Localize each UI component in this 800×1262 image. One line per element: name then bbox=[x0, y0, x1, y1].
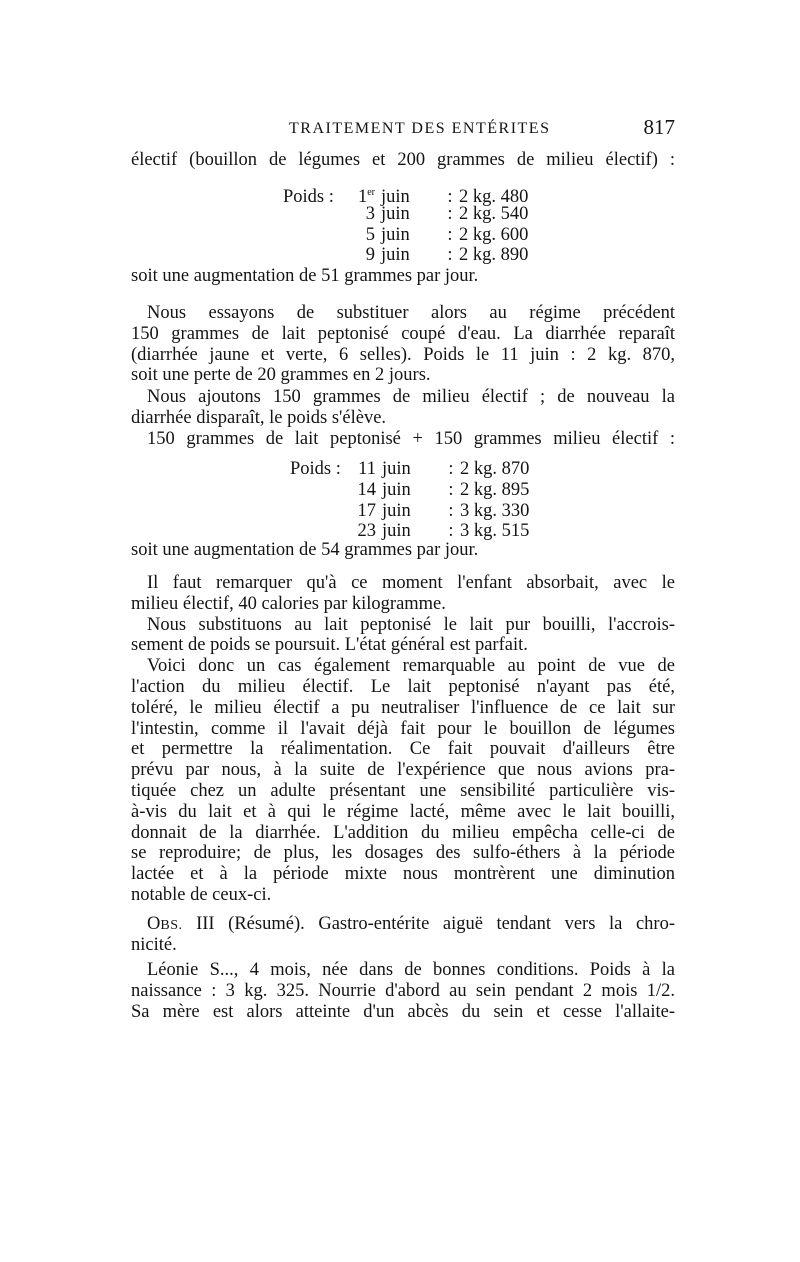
separator-cell: : bbox=[448, 521, 454, 542]
text-line: Léonie S..., 4 mois, née dans de bonnes conditions. Poids à la bbox=[147, 960, 675, 980]
text-line: nicité. bbox=[131, 934, 177, 955]
weight-cell: 2 kg. 480 bbox=[459, 187, 529, 208]
weight-cell: 2 kg. 600 bbox=[459, 224, 529, 245]
paragraph-continuation bbox=[131, 150, 675, 171]
text-line: électif (bouillon de légumes et 200 grammes de milieu électif) : bbox=[131, 150, 675, 170]
month-cell: juin bbox=[381, 245, 410, 266]
day-cell: 5 bbox=[365, 224, 375, 245]
weight-cell: 2 kg. 540 bbox=[459, 203, 529, 224]
weight-cell: 3 kg. 515 bbox=[460, 521, 530, 542]
text-line: Voici donc un cas également remarquable au point de vue de bbox=[147, 656, 675, 677]
poids-label: Poids : bbox=[283, 187, 334, 208]
month-cell: juin bbox=[382, 459, 411, 479]
text-line: l'intestin, comme il l'avait déjà fait pour le bouillon de légumes bbox=[131, 718, 675, 739]
day-cell: 11 bbox=[358, 459, 376, 479]
text-line: l'action du milieu électif. Le lait peptonisé n'ayant pas été, bbox=[131, 676, 675, 697]
observation-heading bbox=[131, 914, 675, 956]
table-row bbox=[290, 501, 550, 522]
table-row bbox=[283, 183, 549, 208]
separator-cell: : bbox=[448, 500, 454, 521]
text-line: soit une augmentation de 54 grammes par jour. bbox=[131, 540, 479, 560]
day-cell: 3 bbox=[365, 203, 375, 224]
weight-cell: 2 kg. 890 bbox=[459, 245, 529, 266]
table-row bbox=[290, 480, 550, 501]
month-cell: juin bbox=[381, 203, 410, 224]
day-cell: 14 bbox=[357, 479, 376, 500]
text-line: milieu électif, 40 calories par kilogramme. bbox=[131, 593, 446, 614]
paragraph-remark bbox=[131, 573, 675, 906]
text-line: (diarrhée jaune et verte, 6 selles). Poids le 11 juin : 2 kg. 870, bbox=[131, 344, 675, 365]
weight-cell: 2 kg. 895 bbox=[460, 479, 530, 500]
text-line: à-vis du lait et à qui le régime lacté, même avec le lait bouilli, bbox=[131, 801, 675, 822]
month-cell: juin bbox=[382, 521, 411, 542]
separator-cell: : bbox=[447, 245, 453, 266]
text-line: diarrhée disparaît, le poids s'élève. bbox=[131, 407, 387, 428]
page-header bbox=[132, 114, 675, 144]
text-line: 150 grammes de lait peptonisé coupé d'eau. La diarrhée reparaît bbox=[131, 323, 675, 344]
text-line: Il faut remarquer qu'à ce moment l'enfant absorbait, avec le bbox=[147, 573, 675, 593]
month-cell: juin bbox=[382, 479, 411, 500]
separator-cell: : bbox=[447, 187, 453, 208]
text-line: lactée et à la période mixte nous montrèrent une diminution bbox=[131, 864, 675, 885]
separator-cell: : bbox=[448, 479, 454, 500]
separator-cell: : bbox=[447, 203, 453, 224]
summary-line-1 bbox=[131, 266, 675, 287]
text-line: Nous substituons au lait peptonisé le lait pur bouilli, l'accrois- bbox=[147, 614, 675, 635]
separator-cell: : bbox=[447, 224, 453, 245]
text-line: tiquée chez un adulte présentant une sensibilité particulière vis- bbox=[131, 780, 675, 801]
text-line: naissance : 3 kg. 325. Nourrie d'abord au sein pendant 2 mois 1/2. bbox=[131, 980, 675, 1001]
table-row bbox=[290, 459, 550, 480]
month-cell: juin bbox=[381, 224, 410, 245]
weight-cell: 3 kg. 330 bbox=[460, 500, 530, 521]
table-row bbox=[283, 245, 549, 266]
text-line: Nous essayons de substituer alors au régime précédent bbox=[147, 303, 675, 323]
day-cell: 1er bbox=[357, 187, 375, 208]
text-line: prévu par nous, à la suite de l'expérience que nous avions pra- bbox=[131, 760, 675, 781]
table-row bbox=[283, 225, 549, 246]
text-line: sement de poids se poursuit. L'état général est parfait. bbox=[131, 635, 528, 656]
text-line: Sa mère est alors atteinte d'un abcès du sein et cesse l'allaite- bbox=[131, 1001, 675, 1022]
weights-table-1 bbox=[283, 183, 549, 266]
text-line: soit une augmentation de 51 grammes par jour. bbox=[131, 266, 479, 286]
text-line: toléré, le milieu électif a pu neutraliser l'influence de ce lait sur bbox=[131, 697, 675, 718]
text-line: se reproduire; de plus, les dosages des sulfo-éthers à la période bbox=[131, 843, 675, 864]
table-row bbox=[283, 204, 549, 225]
month-cell: juin bbox=[381, 187, 410, 208]
paragraph-milieu-electif bbox=[131, 387, 675, 449]
summary-line-2 bbox=[131, 540, 675, 561]
day-cell: 9 bbox=[365, 245, 375, 266]
day-cell: 17 bbox=[357, 500, 376, 521]
text-line: et permettre la réalimentation. Ce fait pouvait d'ailleurs être bbox=[131, 739, 675, 760]
day-cell: 23 bbox=[357, 521, 376, 542]
month-cell: juin bbox=[382, 500, 411, 521]
text-line: notable de ceux-ci. bbox=[131, 884, 272, 905]
running-title: TRAITEMENT DES ENTÉRITES bbox=[289, 120, 551, 137]
page-number: 817 bbox=[643, 115, 675, 139]
paragraph-case-leonie bbox=[131, 960, 675, 1022]
weight-cell: 2 kg. 870 bbox=[460, 459, 530, 479]
text-line: Nous ajoutons 150 grammes de milieu électif ; de nouveau la bbox=[147, 387, 675, 407]
poids-label: Poids : bbox=[290, 459, 341, 479]
text-line: soit une perte de 20 grammes en 2 jours. bbox=[131, 365, 431, 386]
text-line: OBS. III (Résumé). Gastro-entérite aiguë tendant vers la chro- bbox=[147, 914, 675, 934]
text-line: 150 grammes de lait peptonisé + 150 grammes milieu électif : bbox=[147, 428, 675, 449]
separator-cell: : bbox=[448, 459, 454, 479]
weights-table-2 bbox=[290, 459, 550, 542]
paragraph-substitution bbox=[131, 303, 675, 386]
text-line: donnait de la diarrhée. L'addition du milieu empêcha celle-ci de bbox=[131, 822, 675, 843]
